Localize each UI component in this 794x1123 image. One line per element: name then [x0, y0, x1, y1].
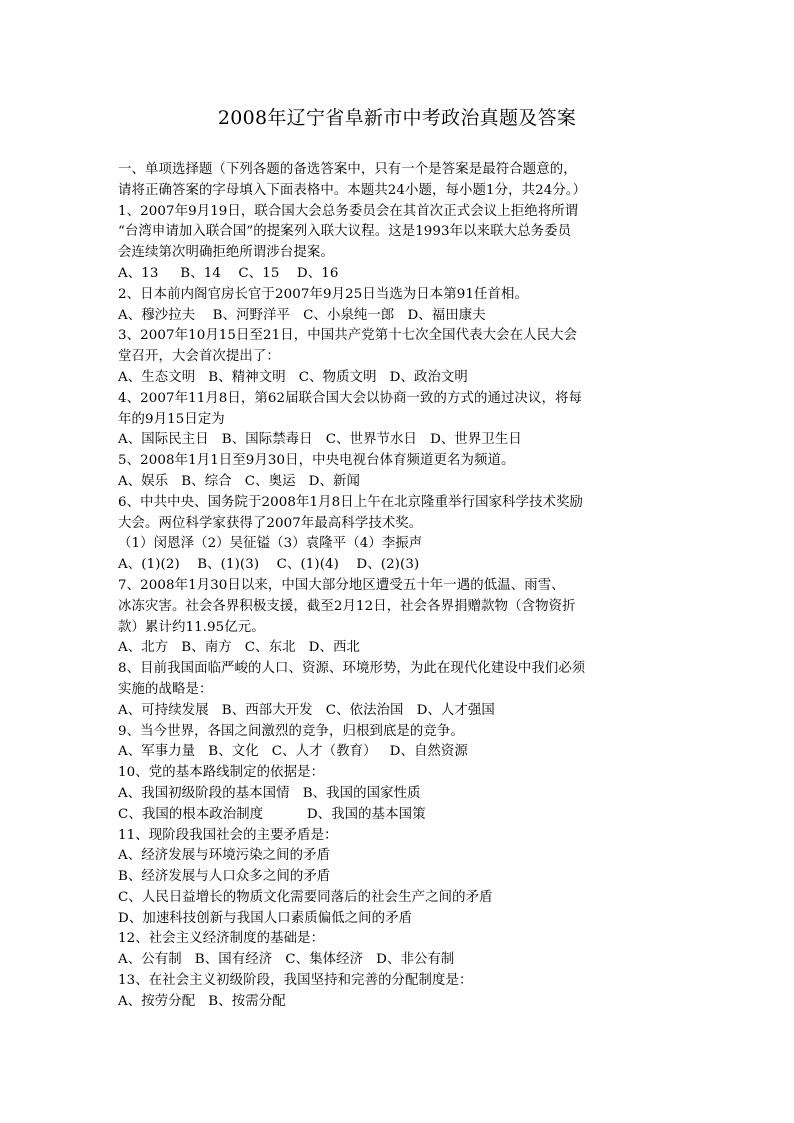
question-5-options: A、娱乐 B、综合 C、奥运 D、新闻 — [118, 473, 360, 489]
question-7-text: 冰冻灾害。社会各界积极支援，截至2月12日，社会各界捐赠款物（含物资折 — [118, 598, 576, 614]
question-8-text: 实施的战略是： — [118, 681, 213, 697]
question-6-text: （1）闵恩泽（2）吴征镒（3）袁隆平（4）李振声 — [118, 536, 423, 552]
question-2-text: 2、日本前内阁官房长官于2007年9月25日当选为日本第91任首相。 — [118, 286, 528, 302]
question-8-text: 8、目前我国面临严峻的人口、资源、环境形势，为此在现代化建设中我们必须 — [118, 661, 586, 677]
document-body — [118, 160, 718, 1013]
question-7-text: 款）累计约11.95亿元。 — [118, 619, 265, 635]
question-1-options: A、13 B、14 C、15 D、16 — [118, 265, 339, 281]
question-8-options: A、可持续发展 B、西部大开发 C、依法治国 D、人才强国 — [118, 702, 495, 718]
question-11-option: C、人民日益增长的物质文化需要同落后的社会生产之间的矛盾 — [118, 889, 493, 905]
question-13-options: A、按劳分配 B、按需分配 — [118, 993, 286, 1009]
question-2-options: A、穆沙拉夫 B、河野洋平 C、小泉纯一郎 D、福田康夫 — [118, 307, 486, 323]
question-9-options: A、军事力量 B、文化 C、人才（教育） D、自然资源 — [118, 744, 468, 760]
question-3-text: 3、2007年10月15日至21日，中国共产党第十七次全国代表大会在人民大会 — [118, 328, 578, 344]
question-11-option: B、经济发展与人口众多之间的矛盾 — [118, 869, 331, 885]
question-6-text: 6、中共中央、国务院于2008年1月8日上午在北京隆重举行国家科学技术奖励 — [118, 494, 584, 510]
question-11-option: A、经济发展与环境污染之间的矛盾 — [118, 848, 331, 864]
question-4-text: 4、2007年11月8日，第62届联合国大会以协商一致的方式的通过决议，将每 — [118, 390, 582, 406]
question-7-options: A、北方 B、南方 C、东北 D、西北 — [118, 640, 360, 656]
question-12-options: A、公有制 B、国有经济 C、集体经济 D、非公有制 — [118, 952, 455, 968]
question-3-text: 堂召开，大会首次提出了： — [118, 349, 280, 365]
question-4-text: 年的9月15日定为 — [118, 411, 225, 427]
question-9-text: 9、当今世界，各国之间激烈的竞争，归根到底是的竞争。 — [118, 723, 464, 739]
question-5-text: 5、2008年1月1日至9月30日，中央电视台体育频道更名为频道。 — [118, 453, 515, 469]
question-4-options: A、国际民主日 B、国际禁毒日 C、世界节水日 D、世界卫生日 — [118, 432, 522, 448]
question-3-options: A、生态文明 B、精神文明 C、物质文明 D、政治文明 — [118, 369, 468, 385]
question-10-options: C、我国的根本政治制度 D、我国的基本国策 — [118, 806, 426, 822]
section-heading-line: 一、单项选择题（下列各题的备选答案中，只有一个是答案是最符合题意的， — [118, 162, 577, 177]
question-10-options: A、我国初级阶段的基本国情 B、我国的国家性质 — [118, 785, 421, 801]
section-heading-line: 请将正确答案的字母填入下面表格中。本题共24小题，每小题1分，共24分。） — [118, 182, 587, 198]
question-6-options: A、(1)(2) B、(1)(3) C、(1)(4) D、(2)(3) — [118, 557, 420, 573]
question-1-text: “台湾申请加入联合国”的提案列入联大议程。这是1993年以来联大总务委员 — [118, 224, 572, 240]
question-13-text: 13、在社会主义初级阶段，我国坚持和完善的分配制度是： — [118, 973, 473, 989]
question-11-text: 11、现阶段我国社会的主要矛盾是： — [118, 827, 338, 843]
question-12-text: 12、社会主义经济制度的基础是： — [118, 931, 325, 947]
question-7-text: 7、2008年1月30日以来，中国大部分地区遭受五十年一遇的低温、雨雪、 — [118, 577, 565, 593]
document-title: 2008年辽宁省阜新市中考政治真题及答案 — [217, 107, 577, 129]
question-11-option: D、加速科技创新与我国人口素质偏低之间的矛盾 — [118, 910, 413, 926]
question-6-text: 大会。两位科学家获得了2007年最高科学技术奖。 — [118, 515, 423, 531]
question-1-text: 会连续第次明确拒绝所谓涉台提案。 — [118, 245, 334, 261]
question-1-text: 1、2007年9月19日，联合国大会总务委员会在其首次正式会议上拒绝将所谓 — [118, 203, 579, 219]
question-10-text: 10、党的基本路线制定的依据是： — [118, 765, 325, 781]
